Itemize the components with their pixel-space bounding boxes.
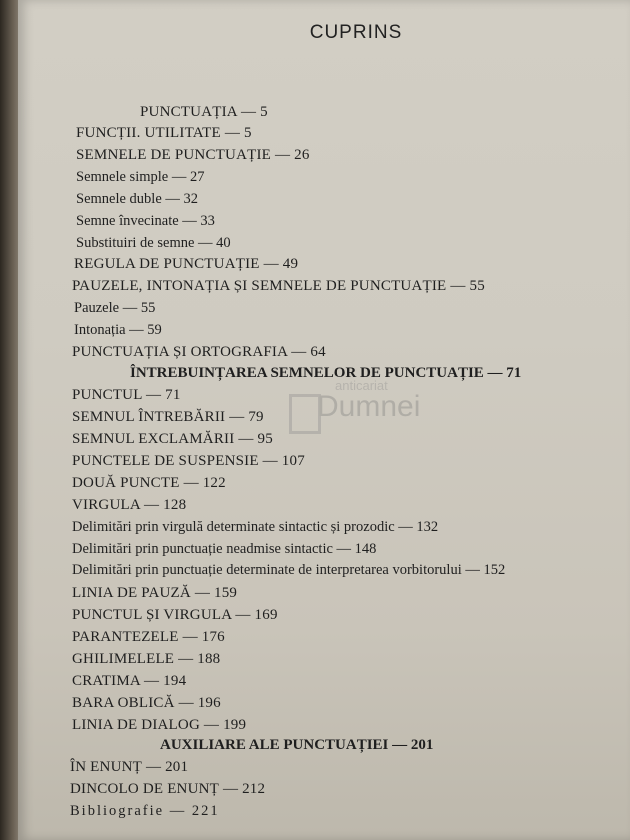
toc-entry: PUNCTUL — 71 bbox=[72, 387, 181, 403]
toc-entry: DINCOLO DE ENUNȚ — 212 bbox=[70, 781, 266, 797]
toc-entry: BARA OBLICĂ — 196 bbox=[72, 695, 221, 711]
toc-entry: PUNCTUAȚIA — 5 bbox=[140, 104, 268, 120]
toc-entry: Delimitări prin virgulă determinate sintactic și prozodic — 132 bbox=[72, 519, 439, 535]
toc-entry: PUNCTUL ȘI VIRGULA — 169 bbox=[72, 607, 278, 623]
toc-entry: Delimitări prin punctuație neadmise sintactic — 148 bbox=[72, 541, 377, 557]
watermark-small-text: anticariat bbox=[335, 378, 388, 393]
toc-entry: LINIA DE PAUZĂ — 159 bbox=[72, 585, 238, 601]
page-title: CUPRINS bbox=[309, 22, 403, 43]
toc-entry: FUNCȚII. UTILITATE — 5 bbox=[76, 125, 252, 141]
watermark-logo bbox=[285, 372, 435, 452]
toc-entry: Intonația — 59 bbox=[74, 322, 162, 338]
toc-entry: PUNCTELE DE SUSPENSIE — 107 bbox=[72, 453, 305, 469]
toc-entry: Semne învecinate — 33 bbox=[76, 213, 215, 229]
toc-entry: LINIA DE DIALOG — 199 bbox=[72, 717, 247, 733]
toc-entry: DOUĂ PUNCTE — 122 bbox=[72, 475, 226, 491]
toc-entry: VIRGULA — 128 bbox=[72, 497, 187, 513]
toc-entry: Substituiri de semne — 40 bbox=[76, 235, 231, 251]
toc-entry: CRATIMA — 194 bbox=[72, 673, 187, 689]
toc-entry: PUNCTUAȚIA ȘI ORTOGRAFIA — 64 bbox=[72, 344, 326, 360]
toc-entry: ÎNTREBUINȚAREA SEMNELOR DE PUNCTUAȚIE — 71 bbox=[130, 365, 522, 381]
watermark-big-text: Dumnei bbox=[317, 390, 421, 423]
toc-entry: REGULA DE PUNCTUAȚIE — 49 bbox=[74, 256, 299, 272]
toc-entry: PAUZELE, INTONAȚIA ȘI SEMNELE DE PUNCTUAȚIE — 55 bbox=[72, 278, 485, 294]
toc-entry: Delimitări prin punctuație determinate de interpretarea vorbitorului — 152 bbox=[72, 562, 506, 578]
toc-entry: Pauzele — 55 bbox=[74, 300, 156, 316]
toc-entry: GHILIMELELE — 188 bbox=[72, 651, 221, 667]
toc-entry: ÎN ENUNȚ — 201 bbox=[70, 759, 189, 775]
toc-entry: AUXILIARE ALE PUNCTUAȚIEI — 201 bbox=[160, 737, 434, 753]
toc-entry: PARANTEZELE — 176 bbox=[72, 629, 225, 645]
toc-entry: SEMNUL EXCLAMĂRII — 95 bbox=[72, 431, 273, 447]
toc-entry: SEMNELE DE PUNCTUAȚIE — 26 bbox=[76, 147, 310, 163]
book-page bbox=[18, 0, 630, 840]
toc-entry: SEMNUL ÎNTREBĂRII — 79 bbox=[72, 409, 264, 425]
toc-entry: Bibliografie — 221 bbox=[70, 803, 220, 819]
watermark-frame-icon bbox=[289, 394, 321, 434]
toc-entry: Semnele simple — 27 bbox=[76, 169, 205, 185]
toc-entry: Semnele duble — 32 bbox=[76, 191, 199, 207]
